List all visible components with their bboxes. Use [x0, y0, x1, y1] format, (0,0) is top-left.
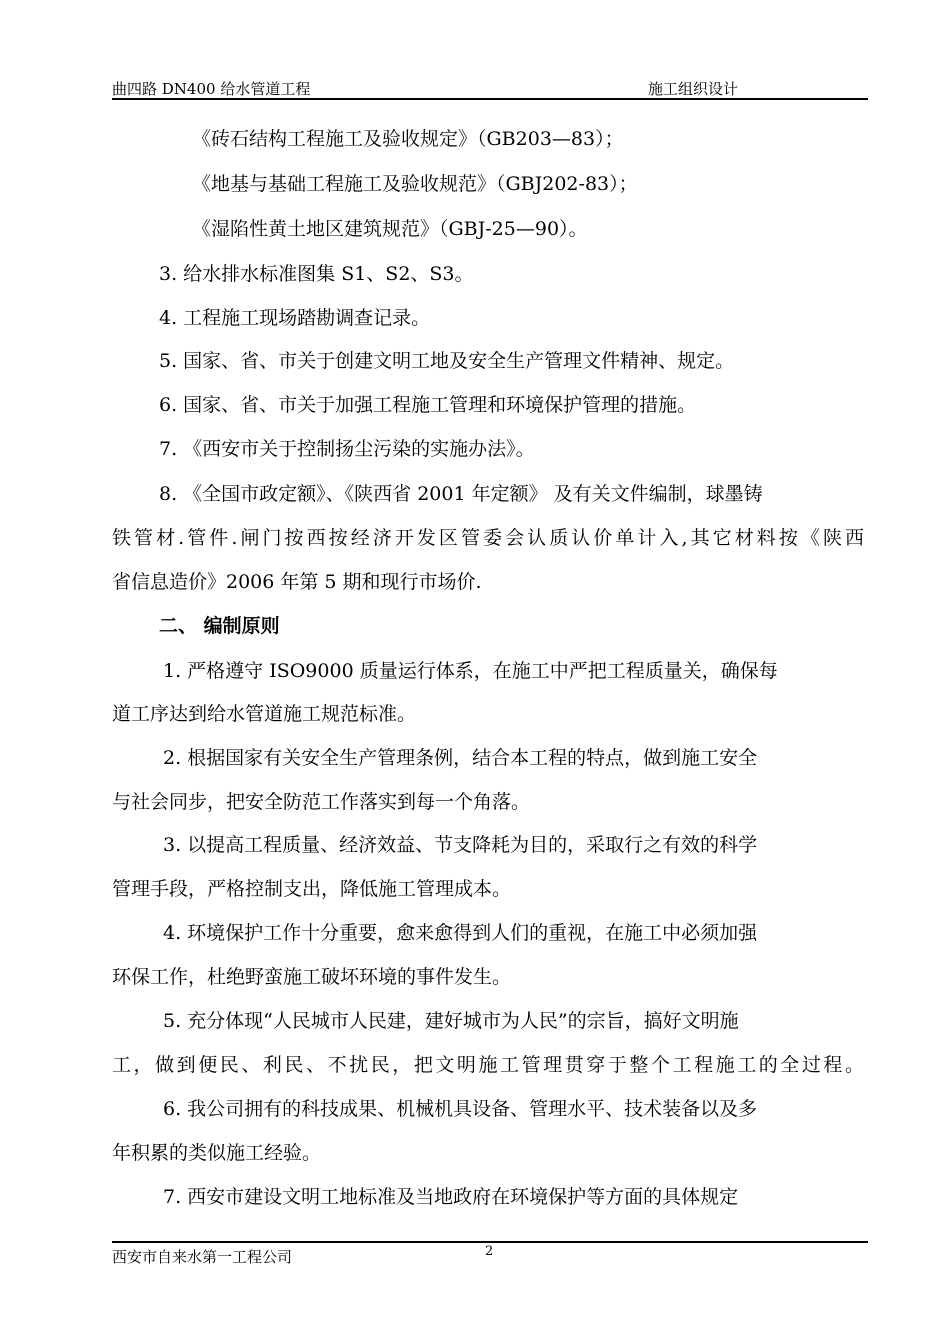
principle-item-6: 6. 我公司拥有的科技成果、机械机具设备、管理水平、技术装备以及多: [163, 1098, 758, 1120]
basis-item-3: 3. 给水排水标准图集 S1、S2、S3。: [159, 263, 474, 285]
basis-item-8: 8. 《全国市政定额》、《陕西省 2001 年定额》 及有关文件编制，球墨铸: [159, 483, 763, 505]
principle-item-6-cont: 年积累的类似施工经验。: [112, 1142, 322, 1164]
basis-item-8-cont-2: 省信息造价》2006 年第 5 期和现行市场价.: [112, 571, 482, 593]
principle-item-4-cont: 环保工作，杜绝野蛮施工破坏环境的事件发生。: [112, 966, 512, 988]
standard-foundation-line: 《地基与基础工程施工及验收规范》（GBJ202-83）；: [192, 173, 638, 195]
basis-item-5: 5. 国家、省、市关于创建文明工地及安全生产管理文件精神、规定。: [159, 350, 735, 372]
section-heading-principles: 二、 编制原则: [159, 615, 280, 637]
basis-item-8-cont-1: 铁管材.管件.闸门按西按经济开发区管委会认质认价单计入,其它材料按《陕西: [112, 527, 864, 549]
principle-item-3-cont: 管理手段，严格控制支出，降低施工管理成本。: [112, 878, 512, 900]
principle-item-4: 4. 环境保护工作十分重要，愈来愈得到人们的重视，在施工中必须加强: [163, 922, 758, 944]
footer-company-name: 西安市自来水第一工程公司: [112, 1248, 293, 1266]
principle-item-5: 5. 充分体现“人民城市人民建，建好城市为人民”的宗旨，搞好文明施: [163, 1010, 739, 1032]
principle-item-7: 7. 西安市建设文明工地标准及当地政府在环境保护等方面的具体规定: [163, 1186, 739, 1208]
principle-item-1: 1. 严格遵守 ISO9000 质量运行体系，在施工中严把工程质量关，确保每: [163, 660, 778, 682]
page-number: 2: [485, 1244, 494, 1259]
header-divider: [112, 98, 868, 100]
principle-item-5-cont: 工，做到便民、利民、不扰民，把文明施工管理贯穿于整个工程施工的全过程。: [112, 1054, 864, 1076]
header-document-type: 施工组织设计: [648, 80, 739, 98]
principle-item-1-cont: 道工序达到给水管道施工规范标准。: [112, 703, 417, 725]
basis-item-7: 7. 《西安市关于控制扬尘污染的实施办法》。: [159, 438, 535, 460]
page-header: [112, 76, 868, 98]
principle-item-2-cont: 与社会同步，把安全防范工作落实到每一个角落。: [112, 791, 531, 813]
basis-item-4: 4. 工程施工现场踏勘调查记录。: [159, 307, 431, 329]
footer-divider: [112, 1241, 868, 1243]
header-project-title: 曲四路 DN400 给水管道工程: [112, 80, 311, 98]
principle-item-2: 2. 根据国家有关安全生产管理条例，结合本工程的特点，做到施工安全: [163, 747, 758, 769]
standard-masonry-line: 《砖石结构工程施工及验收规定》（GB203—83）；: [192, 128, 624, 150]
principle-item-3: 3. 以提高工程质量、经济效益、节支降耗为目的，采取行之有效的科学: [163, 834, 758, 856]
basis-item-6: 6. 国家、省、市关于加强工程施工管理和环境保护管理的措施。: [159, 394, 697, 416]
page-footer: [112, 1246, 868, 1268]
standard-loess-line: 《湿陷性黄土地区建筑规范》（GBJ-25—90）。: [192, 218, 588, 240]
